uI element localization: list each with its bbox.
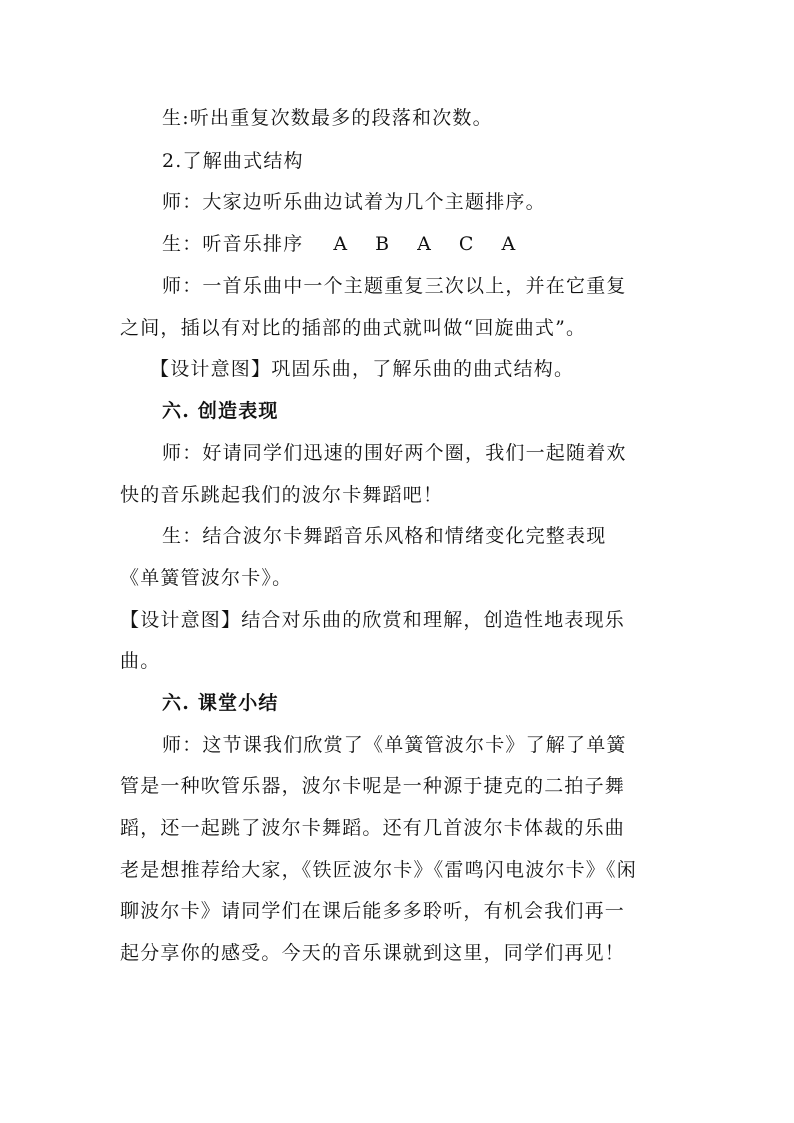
paragraph-summary-line1: 师：这节课我们欣赏了《单簧管波尔卡》了解了单簧 xyxy=(162,734,627,756)
paragraph-summary-line6: 起分享你的感受。今天的音乐课就到这里，同学们再见！ xyxy=(120,942,626,964)
paragraph-rondo-definition-line1: 师：一首乐曲中一个主题重复三次以上，并在它重复 xyxy=(162,275,627,297)
paragraph-student-perform-line2: 《单簧管波尔卡》。 xyxy=(120,567,293,589)
design-intent-2-line1: 【设计意图】结合对乐曲的欣赏和理解，创造性地表现乐 xyxy=(120,609,626,631)
paragraph-summary-line2: 管是一种吹管乐器，波尔卡呢是一种源于捷克的二拍子舞 xyxy=(120,775,626,797)
paragraph-teacher-sort: 师：大家边听乐曲边试着为几个主题排序。 xyxy=(162,191,546,213)
paragraph-summary-line4: 老是想推荐给大家，《铁匠波尔卡》《雷鸣闪电波尔卡》《闲 xyxy=(120,859,637,881)
paragraph-teacher-dance-line2: 快的音乐跳起我们的波尔卡舞蹈吧！ xyxy=(120,484,444,506)
paragraph-summary-line3: 蹈，还一起跳了波尔卡舞蹈。还有几首波尔卡体裁的乐曲 xyxy=(120,817,626,839)
paragraph-rondo-definition-line2: 之间，插以有对比的插部的曲式就叫做“回旋曲式”。 xyxy=(120,317,587,339)
design-intent-1: 【设计意图】巩固乐曲，了解乐曲的曲式结构。 xyxy=(150,358,575,380)
heading-lesson-summary: 六. 课堂小结 xyxy=(162,692,279,714)
design-intent-2-line2: 曲。 xyxy=(120,650,161,672)
theme-sequence: A B A C A xyxy=(333,233,527,255)
paragraph-summary-line5: 聊波尔卡》请同学们在课后能多多聆听，有机会我们再一 xyxy=(120,900,626,922)
paragraph-student-perform-line1: 生：结合波尔卡舞蹈音乐风格和情绪变化完整表现 xyxy=(162,525,607,547)
subheading-form-structure: 2.了解曲式结构 xyxy=(162,150,304,172)
paragraph-student-answer: 生:听出重复次数最多的段落和次数。 xyxy=(162,107,493,129)
paragraph-teacher-dance-line1: 师：好请同学们迅速的围好两个圈，我们一起随着欢 xyxy=(162,442,627,464)
heading-creative-expression: 六. 创造表现 xyxy=(162,400,279,422)
student-sort-label: 生：听音乐排序 xyxy=(162,233,304,255)
paragraph-student-sort xyxy=(162,231,526,257)
